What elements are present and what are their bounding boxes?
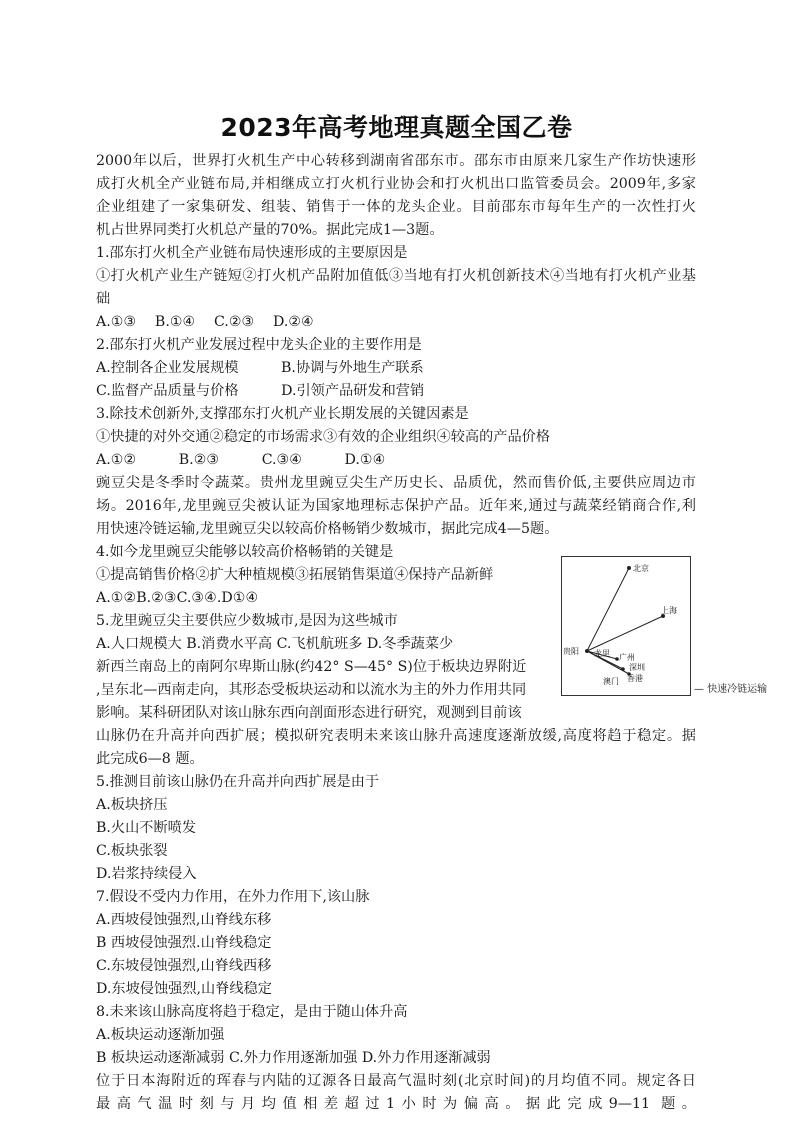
question-6-option-b: B.火山不断喷发 bbox=[96, 820, 197, 836]
map-label-guiyang: 贵阳 bbox=[563, 647, 579, 656]
text-line: 机占世界同类打火机总产量的70%。据此完成1—3题。 bbox=[96, 222, 444, 238]
text-line: 场。2016年,龙里豌豆尖被认证为国家地理标志保护产品。近年来,通过与蔬菜经销商合作,利 bbox=[96, 498, 696, 514]
question-4-options: A.①②B.②③C.③④.D①④ bbox=[96, 590, 259, 606]
text-line: 2000年以后，世界打火机生产中心转移到湖南省邵东市。邵东市由原来几家生产作坊快速形 bbox=[96, 153, 696, 169]
question-8-option-a: A.板块运动逐渐加强 bbox=[96, 1027, 225, 1043]
question-1-items: ①打火机产业生产链短②打火机产品附加值低③当地有打火机创新技术④当地有打火机产业基 bbox=[96, 268, 696, 284]
question-7-option-c: C.东坡侵蚀强烈,山脊线西移 bbox=[96, 958, 272, 974]
map-label-longli: 龙里 bbox=[594, 649, 610, 658]
question-8: 8.未来该山脉高度将趋于稳定，是由于随山体升高 bbox=[96, 1004, 408, 1020]
text-line: 企业组建了一家集研发、组装、销售于一体的龙头企业。目前邵东市每年生产的一次性打火 bbox=[96, 199, 696, 215]
map-label-shenzhen: 深圳 bbox=[629, 663, 645, 672]
question-4-items: ①提高销售价格②扩大种植规模③拓展销售渠道④保持产品新鲜 bbox=[96, 567, 494, 583]
question-7-option-a: A.西坡侵蚀强烈,山脊线东移 bbox=[96, 912, 272, 928]
question-6: 5.推测目前该山脉仍在升高并向西扩展是由于 bbox=[96, 774, 380, 790]
city-dot bbox=[621, 667, 625, 671]
question-8-options: B 板块运动逐渐减弱 C.外力作用逐渐加强 D.外力作用逐渐减弱 bbox=[96, 1050, 491, 1066]
text-line: 成打火机全产业链布局,并相继成立打火机行业协会和打火机出口监管委员会。2009年,多家 bbox=[96, 176, 696, 192]
question-4: 4.如今龙里豌豆尖能够以较高价格畅销的关键是 bbox=[96, 544, 394, 560]
question-5: 5.龙里豌豆尖主要供应少数城市,是因为这些城市 bbox=[96, 613, 398, 629]
question-7-option-d: D.东坡侵蚀强烈,山脊线稳定 bbox=[96, 981, 272, 997]
map-label-guangzhou: 广州 bbox=[619, 653, 635, 662]
map-label-hongkong: 香港 bbox=[627, 674, 643, 683]
question-7: 7.假设不受内力作用，在外力作用下,该山脉 bbox=[96, 889, 370, 905]
cold-chain-map bbox=[561, 556, 691, 696]
question-1: 1.邵东打火机全产业链布局快速形成的主要原因是 bbox=[96, 245, 408, 261]
map-label-macau: 澳门 bbox=[603, 677, 619, 686]
text-line: 此完成6—8 题。 bbox=[96, 751, 204, 767]
question-2-options-cd: C.监督产品质量与价格 D.引领产品研发和营销 bbox=[96, 383, 425, 399]
question-5-options: A.人口规模大 B.消费水平高 C.飞机航班多 D.冬季蔬菜少 bbox=[96, 636, 454, 652]
question-6-option-a: A.板块挤压 bbox=[96, 797, 168, 813]
map-label-shanghai: 上海 bbox=[661, 606, 677, 615]
question-2-options-ab: A.控制各企业发展规模 B.协调与外地生产联系 bbox=[96, 360, 424, 376]
text-line: 山脉仍在升高并向西扩展；模拟研究表明未来该山脉升高速度逐渐放缓,高度将趋于稳定。据 bbox=[96, 728, 696, 744]
map-label-beijing: 北京 bbox=[633, 564, 649, 573]
text-line: 新西兰南岛上的南阿尔卑斯山脉(约42° S—45° S)位于板块边界附近 bbox=[96, 659, 527, 675]
text-line: 最高气温时刻与月均值相差超过1小时为偏高。据此完成9—11 题。 bbox=[96, 1096, 696, 1112]
text-line: 豌豆尖是冬季时令蔬菜。贵州龙里豌豆尖生产历史长、品质优，然而售价低,主要供应周边市 bbox=[96, 475, 696, 491]
question-1-options: A.①③ B.①④ C.②③ D.②④ bbox=[96, 314, 314, 330]
question-1-items-cont: 础 bbox=[96, 291, 111, 307]
question-6-option-d: D.岩浆持续侵入 bbox=[96, 866, 197, 882]
question-7-option-b: B 西坡侵蚀强烈.山脊线稳定 bbox=[96, 935, 272, 951]
page-title: 2023年高考地理真题全国乙卷 bbox=[220, 113, 573, 142]
question-6-option-c: C.板块张裂 bbox=[96, 843, 168, 859]
map-legend: — 快速冷链运输 bbox=[694, 684, 768, 695]
text-line: ,呈东北—西南走向，其形态受板块运动和以流水为主的外力作用共同 bbox=[96, 682, 527, 698]
question-3-options: A.①② B.②③ C.③④ D.①④ bbox=[96, 452, 386, 468]
text-line: 位于日本海附近的珲春与内陆的辽源各日最高气温时刻(北京时间)的月均值不同。规定各日 bbox=[96, 1073, 696, 1089]
text-line: 用快速冷链运输,龙里豌豆尖以较高价格畅销少数城市，据此完成4—5题。 bbox=[96, 521, 559, 537]
question-3-items: ①快捷的对外交通②稳定的市场需求③有效的企业组织④较高的产品价格 bbox=[96, 429, 551, 445]
city-dot bbox=[585, 649, 589, 653]
question-3: 3.除技术创新外,支撑邵东打火机产业长期发展的关键因素是 bbox=[96, 406, 469, 422]
city-dot bbox=[627, 566, 631, 570]
text-line: 影响。某科研团队对该山脉东西向剖面形态进行研究，观测到目前该 bbox=[96, 705, 522, 721]
question-2: 2.邵东打火机产业发展过程中龙头企业的主要作用是 bbox=[96, 337, 422, 353]
